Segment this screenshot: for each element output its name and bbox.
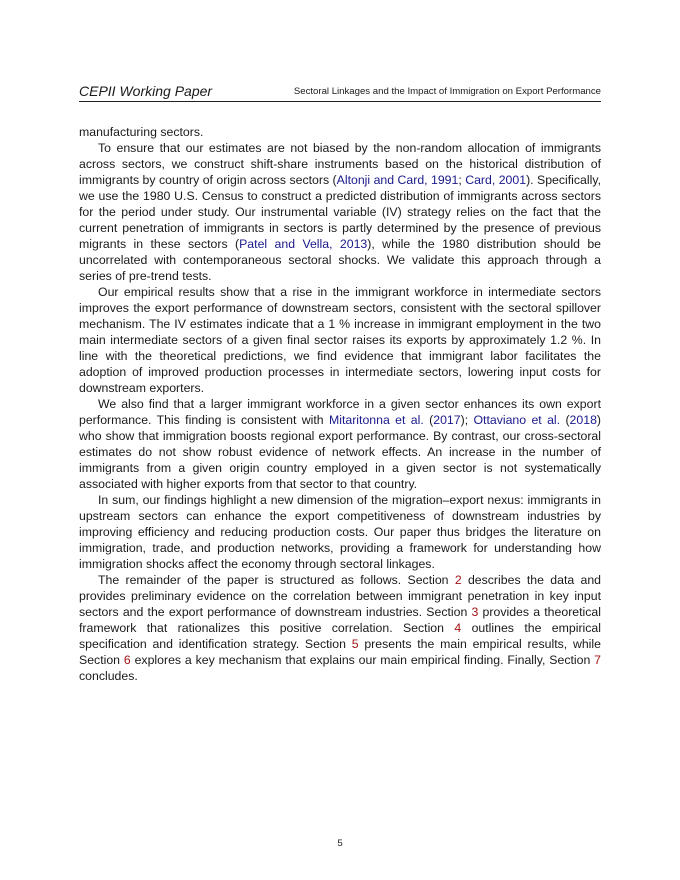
text-span: The remainder of the paper is structured as follows. Section	[98, 573, 455, 587]
section-ref-6[interactable]: 6	[123, 653, 131, 667]
paragraph-summary: In sum, our findings highlight a new dimension of the migration–export nexus: immigrants in upstream sectors can enhance the export competitiveness of downstream industries by improving efficiency and reducing production costs. Our paper thus bridges the literature on immigration, trade, and production networks, providing a framework for understanding how immigration shocks affect the economy through sectoral linkages.	[79, 493, 601, 571]
text-span: (	[560, 413, 570, 427]
section-ref-5[interactable]: 5	[351, 637, 359, 651]
citation-ottaviano-authors[interactable]: Ottaviano et al.	[473, 413, 561, 427]
paragraph-continuation: manufacturing sectors.	[79, 125, 204, 139]
citation-mitaritonna-year[interactable]: 2017	[433, 413, 461, 427]
section-ref-2[interactable]: 2	[454, 573, 462, 587]
text-span: To ensure that our estimates are not biased by the non-random allocation of immigrants across sectors, we construct shift-share instruments based on the historical distribution of immigrants by country of origin across sectors (	[79, 141, 601, 187]
header-series-title: CEPII Working Paper	[79, 83, 213, 99]
citation-patel-vella-2013[interactable]: Patel and Vella, 2013	[239, 237, 368, 251]
text-span: );	[460, 413, 474, 427]
text-span: provides a theoretical framework that rationalizes this positive correlation. Section	[79, 605, 601, 635]
text-span: ). Specifically, we use the 1980 U.S. Census to construct a predicted distribution of immigrants across sectors for the period under study. Our instrumental variable (IV) strategy relies on the fact that the current penetration of immigrants in sectors is partly determined by the presence of previous migrants in these sectors (	[79, 173, 602, 251]
citation-mitaritonna-authors[interactable]: Mitaritonna et al.	[328, 413, 424, 427]
running-header	[79, 83, 601, 102]
citation-altonji-card-1991[interactable]: Altonji and Card, 1991	[336, 173, 459, 187]
section-ref-3[interactable]: 3	[471, 605, 479, 619]
text-span: outlines the empirical specification and identification strategy. Section	[79, 621, 601, 651]
text-span: concludes.	[79, 669, 138, 683]
text-span: (	[423, 413, 434, 427]
citation-ottaviano-year[interactable]: 2018	[569, 413, 597, 427]
text-span: We also find that a larger immigrant workforce in a given sector enhances its own export performance. This finding is consistent with	[79, 397, 601, 427]
page-number: 5	[337, 838, 343, 849]
text-span: presents the main empirical results, while Section	[79, 637, 601, 667]
text-span: explores a key mechanism that explains our main empirical finding. Finally, Section	[130, 653, 595, 667]
body-text	[79, 124, 601, 684]
text-span: ) who show that immigration boosts regional export performance. By contrast, our cross-sectoral estimates do not show robust evidence of network effects. An increase in the number of immigrants from a given origin country employed in a given sector is not systematically associated with higher exports from that sector to that country.	[79, 413, 602, 491]
paragraph-own-export	[79, 396, 601, 492]
paragraph-results: Our empirical results show that a rise in the immigrant workforce in intermediate sectors improves the export performance of downstream sectors, consistent with the sectoral spillover mechanism. The IV estimates indicate that a 1 % increase in immigrant employment in the two main intermediate sectors of a given final sector raises its exports by approximately 1.2 %. In line with the theoretical predictions, we find evidence that immigrant labor facilitates the adoption of improved production processes in intermediate sectors, lowering input costs for downstream exporters.	[79, 285, 601, 395]
header-paper-title: Sectoral Linkages and the Impact of Immigration on Export Performance	[293, 86, 601, 97]
text-span: ;	[458, 173, 466, 187]
paragraph-outline	[79, 572, 601, 684]
text-span: describes the data and provides preliminary evidence on the correlation between immigrant penetration in key input sectors and the export performance of downstream industries. Section	[79, 573, 602, 619]
paragraph-identification	[79, 140, 601, 284]
section-ref-4[interactable]: 4	[454, 621, 462, 635]
text-span: ), while the 1980 distribution should be uncorrelated with contemporaneous sectoral shocks. We validate this approach through a series of pre-trend tests.	[79, 237, 602, 283]
section-ref-7[interactable]: 7	[594, 653, 601, 667]
citation-card-2001[interactable]: Card, 2001	[465, 173, 527, 187]
